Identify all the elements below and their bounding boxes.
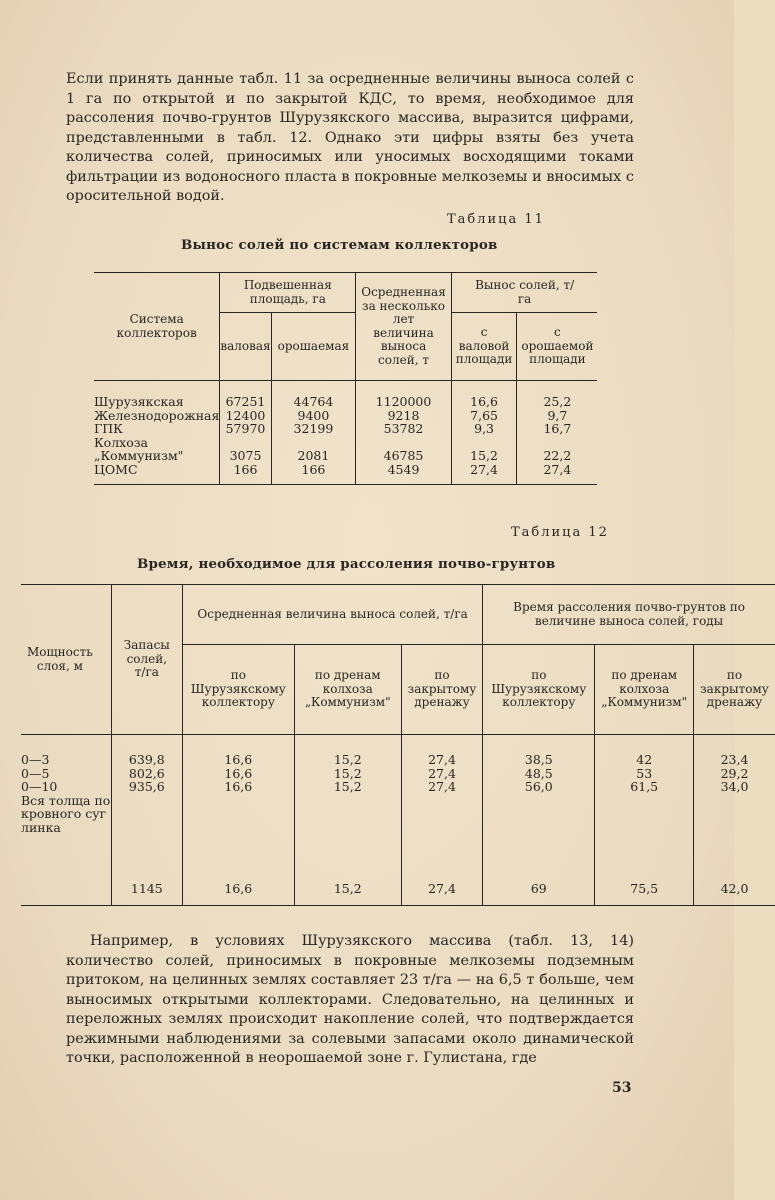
t11-cell: 16,7 (517, 422, 598, 436)
t12-cell: 15,2 (294, 780, 401, 794)
t11-cell: 3075 (220, 436, 271, 463)
t11-header-area-gross: валовая (220, 313, 271, 381)
t11-cell: 15,2 (451, 436, 517, 463)
t12-row-depth: 0—3 (21, 752, 50, 767)
table11-title: Вынос солей по системам коллекторов (181, 237, 498, 253)
t11-header-system: Система коллекторов (94, 273, 220, 381)
t12-cell: 61,5 (595, 780, 694, 794)
t12-row-depth: Вся толща покровного суглинка (21, 792, 111, 835)
t11-row-name: Шурузякская (94, 394, 184, 409)
t12-header-kolkhoz2: по дренам колхоза „Коммунизм" (595, 645, 694, 735)
t12-cell: 16,6 (182, 767, 294, 781)
t11-cell: 1120000 (356, 381, 452, 409)
t12-cell: 16,6 (182, 735, 294, 767)
t11-cell: 166 (220, 463, 271, 485)
t12-cell: 23,4 (694, 735, 775, 767)
t12-row-depth: 0—10 (21, 779, 58, 794)
t12-cell: 27,4 (401, 735, 483, 767)
t11-header-area-irr: орошаемая (271, 313, 356, 381)
t11-cell: 22,2 (517, 436, 598, 463)
t11-cell: 2081 (271, 436, 356, 463)
t12-cell: 56,0 (483, 780, 595, 794)
t11-cell: 4549 (356, 463, 452, 485)
t12-header-thickness: Мощность слоя, м (21, 585, 111, 735)
t11-cell: 32199 (271, 422, 356, 436)
t11-cell: 25,2 (517, 381, 598, 409)
t11-header-removal: Вынос солей, т/га (451, 273, 597, 313)
t12-cell: 38,5 (483, 735, 595, 767)
t11-cell: 57970 (220, 422, 271, 436)
t11-cell: 9218 (356, 409, 452, 423)
t12-cell: 1145 (111, 794, 182, 906)
t12-cell: 16,6 (182, 794, 294, 906)
t12-cell: 15,2 (294, 794, 401, 906)
t11-cell: 44764 (271, 381, 356, 409)
t12-cell: 27,4 (401, 780, 483, 794)
table11-label: Таблица 11 (447, 212, 545, 227)
t11-header-area: Подвешенная площадь, га (220, 273, 356, 313)
t11-header-rem-gross: с валовой площади (451, 313, 517, 381)
t11-cell: 7,65 (451, 409, 517, 423)
t11-header-rem-irr: с орошаемой площади (517, 313, 598, 381)
table12-label: Таблица 12 (511, 525, 609, 540)
t11-cell: 27,4 (451, 463, 517, 485)
t12-cell: 27,4 (401, 767, 483, 781)
t12-cell: 69 (483, 794, 595, 906)
t12-header-time-group: Время рассоления почво-грунтов по величине выноса солей, годы (483, 585, 775, 645)
t11-cell: 46785 (356, 436, 452, 463)
t11-header-avg: Осредненная за несколько лет величина выноса солей, т (356, 273, 452, 381)
t11-cell: 12400 (220, 409, 271, 423)
t12-header-closed2: по закрытому дренажу (694, 645, 775, 735)
t11-cell: 27,4 (517, 463, 598, 485)
t12-header-shur: по Шурузякскому коллектору (182, 645, 294, 735)
t12-cell: 42,0 (694, 794, 775, 906)
t11-cell: 16,6 (451, 381, 517, 409)
t12-cell: 53 (595, 767, 694, 781)
t12-header-avg-group: Осредненная величина выноса солей, т/га (182, 585, 482, 645)
page-number: 53 (612, 1080, 632, 1096)
t11-cell: 9400 (271, 409, 356, 423)
t11-row-name: Железнодорожная (94, 407, 220, 423)
t12-cell: 15,2 (294, 735, 401, 767)
t12-header-kolkhoz: по дренам колхоза „Коммунизм" (294, 645, 401, 735)
t11-cell: 9,7 (517, 409, 598, 423)
t12-cell: 16,6 (182, 780, 294, 794)
t12-cell: 639,8 (111, 735, 182, 767)
t11-cell: 53782 (356, 422, 452, 436)
intro-paragraph: Если принять данные табл. 11 за осредненные величины выноса солей с 1 га по открытой и по закрытой КДС, то время, необходимое для рассоления почво-грунтов Шурузякского массива, выразится цифрами, представленными в табл. 12. Однако эти цифры взяты без учета количества солей, приносимых или уносимых восходящими токами фильтрации из водоносного пласта в покровные мелкоземы и вносимых с оросительной водой. (66, 71, 634, 204)
t11-cell: 67251 (220, 381, 271, 409)
t12-header-stock: Запасы солей, т/га (111, 585, 182, 735)
t12-cell: 48,5 (483, 767, 595, 781)
t12-header-closed: по закрытому дренажу (401, 645, 483, 735)
table-11 (94, 272, 597, 485)
t12-cell: 802,6 (111, 767, 182, 781)
body-paragraph: Например, в условиях Шурузякского массива (табл. 13, 14) количество солей, приносимых в покровные мелкоземы подземным притоком, на целинных землях составляет 23 т/га — на 6,5 т больше, чем выносимых открытыми коллекторами. Следовательно, на целинных и переложных землях происходит накопление солей, что подтверждается режимными наблюдениями за солевыми запасами около динамической точки, расположенной в неорошаемой зоне г. Гулистана, где (66, 933, 634, 1066)
table-12 (21, 584, 775, 906)
t12-cell: 75,5 (595, 794, 694, 906)
t12-row-depth: 0—5 (21, 765, 50, 781)
table12-title: Время, необходимое для рассоления почво-грунтов (137, 556, 556, 572)
t11-row-name: ЦОМС (94, 461, 138, 477)
t11-cell: 9,3 (451, 422, 517, 436)
t11-cell: 166 (271, 463, 356, 485)
t12-cell: 42 (595, 735, 694, 767)
t11-row-name: Колхоза „Коммунизм" (94, 434, 184, 463)
t11-row-name: ГПК (94, 421, 123, 436)
t12-cell: 29,2 (694, 767, 775, 781)
t12-header-shur2: по Шурузякскому коллектору (483, 645, 595, 735)
t12-cell: 34,0 (694, 780, 775, 794)
t12-cell: 15,2 (294, 767, 401, 781)
t12-cell: 935,6 (111, 780, 182, 794)
t12-cell: 27,4 (401, 794, 483, 906)
